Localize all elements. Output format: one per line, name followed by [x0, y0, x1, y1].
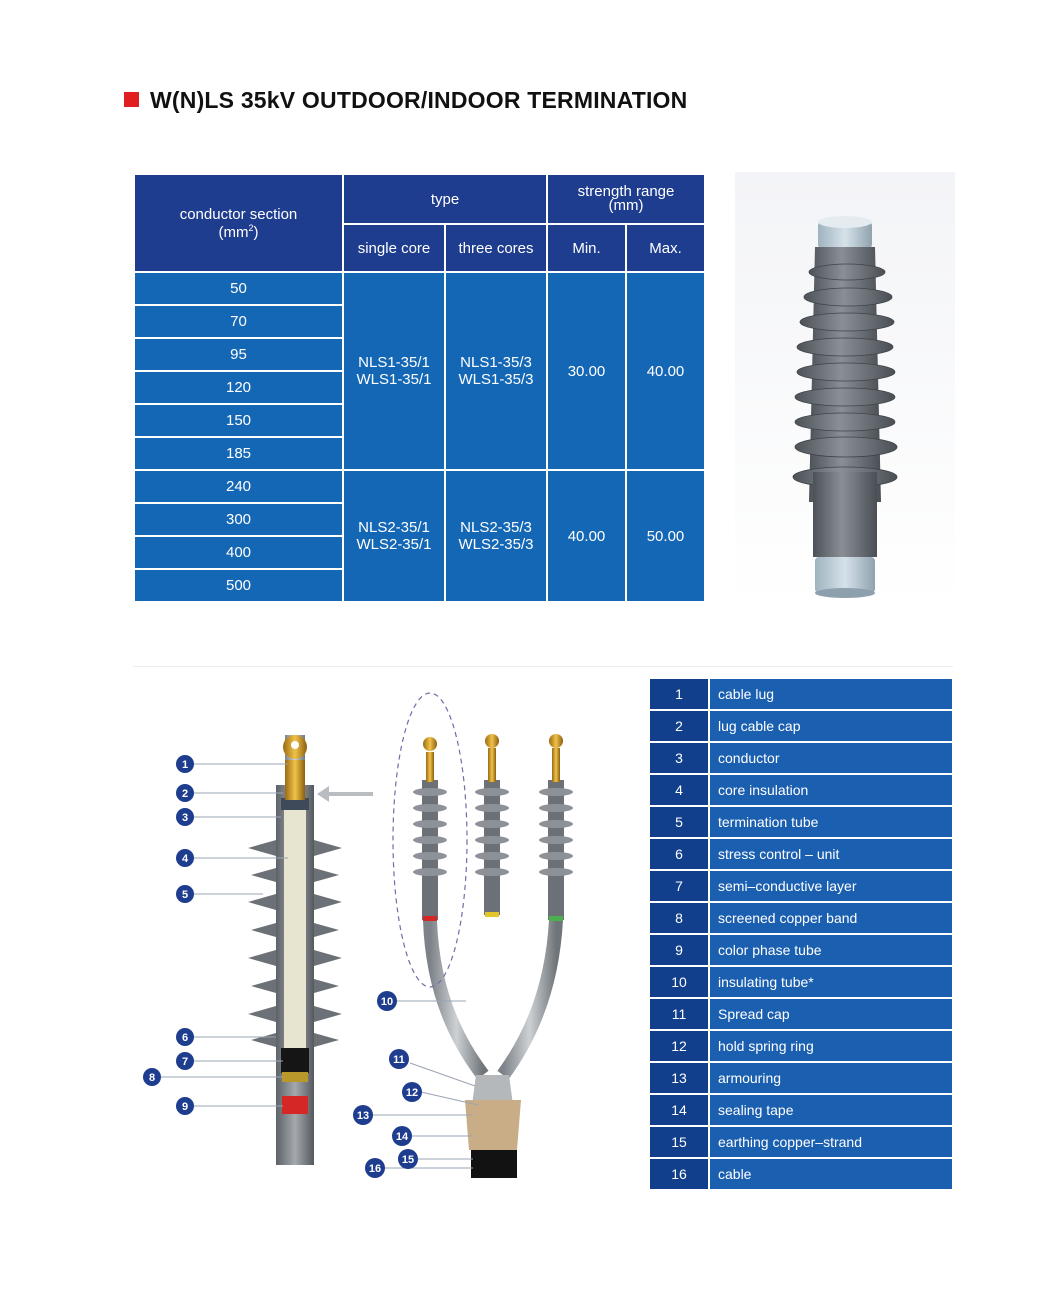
three-cores-cell — [445, 470, 547, 602]
three-cores-header: three cores — [445, 224, 547, 272]
section-cell: 150 — [134, 404, 343, 437]
part-number: 3 — [649, 742, 709, 774]
parts-row — [649, 710, 953, 742]
svg-text:1: 1 — [181, 759, 189, 771]
callout-3 — [176, 808, 194, 826]
svg-text:15: 15 — [401, 1154, 415, 1166]
section-cell: 400 — [134, 536, 343, 569]
svg-text:11: 11 — [393, 1054, 405, 1066]
callout-1 — [176, 755, 194, 773]
callout-15 — [398, 1149, 418, 1169]
section-cell: 70 — [134, 305, 343, 338]
part-name: screened copper band — [709, 902, 953, 934]
svg-text:5: 5 — [181, 889, 189, 901]
part-number: 15 — [649, 1126, 709, 1158]
part-name: sealing tape — [709, 1094, 953, 1126]
three-cores-cell — [445, 272, 547, 470]
part-number: 5 — [649, 806, 709, 838]
svg-text:12: 12 — [405, 1087, 419, 1099]
callout-7 — [176, 1052, 194, 1070]
single-core-cell — [343, 272, 445, 470]
callout-2 — [176, 784, 194, 802]
part-name: cable lug — [709, 678, 953, 710]
callout-10 — [377, 991, 397, 1011]
part-number: 12 — [649, 1030, 709, 1062]
parts-row — [649, 1030, 953, 1062]
svg-text:7: 7 — [181, 1056, 189, 1068]
part-number: 9 — [649, 934, 709, 966]
part-number: 7 — [649, 870, 709, 902]
part-number: 4 — [649, 774, 709, 806]
section-divider — [133, 666, 953, 667]
parts-row — [649, 1062, 953, 1094]
page-title: W(N)LS 35kV OUTDOOR/INDOOR TERMINATION — [150, 87, 688, 113]
parts-row — [649, 1158, 953, 1190]
part-name: cable — [709, 1158, 953, 1190]
part-name: armouring — [709, 1062, 953, 1094]
part-number: 2 — [649, 710, 709, 742]
section-cell: 95 — [134, 338, 343, 371]
model-line: WLS1-35/3 — [458, 371, 534, 388]
part-number: 6 — [649, 838, 709, 870]
spec-table — [133, 173, 706, 603]
min-cell: 30.00 — [547, 272, 626, 470]
part-number: 10 — [649, 966, 709, 998]
termination-photo-illustration — [735, 172, 955, 608]
parts-row — [649, 1126, 953, 1158]
part-number: 1 — [649, 678, 709, 710]
conductor-section-label: conductor section — [179, 205, 298, 223]
parts-row — [649, 966, 953, 998]
callout-14 — [392, 1126, 412, 1146]
part-name: conductor — [709, 742, 953, 774]
callout-8 — [143, 1068, 161, 1086]
parts-row — [649, 806, 953, 838]
section-cell: 50 — [134, 272, 343, 305]
model-line: NLS1-35/3 — [460, 354, 532, 371]
part-name: earthing copper–strand — [709, 1126, 953, 1158]
svg-text:9: 9 — [181, 1101, 189, 1113]
parts-row — [649, 1094, 953, 1126]
strength-range-label: strength range — [577, 183, 675, 200]
product-photo — [735, 172, 955, 608]
strength-range-unit: (mm) — [608, 197, 644, 214]
max-cell: 40.00 — [626, 272, 705, 470]
parts-row — [649, 902, 953, 934]
parts-row — [649, 742, 953, 774]
section-cell: 240 — [134, 470, 343, 503]
part-name: core insulation — [709, 774, 953, 806]
single-core-header: single core — [343, 224, 445, 272]
section-cell: 185 — [134, 437, 343, 470]
max-header: Max. — [626, 224, 705, 272]
part-name: stress control – unit — [709, 838, 953, 870]
part-number: 16 — [649, 1158, 709, 1190]
callout-5 — [176, 885, 194, 903]
svg-text:13: 13 — [356, 1110, 370, 1122]
part-number: 8 — [649, 902, 709, 934]
svg-text:4: 4 — [181, 853, 189, 865]
part-name: semi–conductive layer — [709, 870, 953, 902]
callout-11 — [389, 1049, 409, 1069]
strength-range-header — [547, 174, 705, 224]
part-number: 13 — [649, 1062, 709, 1094]
parts-row — [649, 678, 953, 710]
conductor-unit: $(mm^2)$ — [218, 222, 259, 241]
parts-row — [649, 774, 953, 806]
part-name: Spread cap — [709, 998, 953, 1030]
callout-12 — [402, 1082, 422, 1102]
model-line: NLS2-35/1 — [358, 519, 430, 536]
parts-row — [649, 934, 953, 966]
parts-table — [648, 677, 954, 1191]
svg-text:10: 10 — [380, 996, 394, 1008]
callout-13 — [353, 1105, 373, 1125]
part-name: termination tube — [709, 806, 953, 838]
model-line: NLS2-35/3 — [460, 519, 532, 536]
callout-9 — [176, 1097, 194, 1115]
callout-6 — [176, 1028, 194, 1046]
single-core-cell — [343, 470, 445, 602]
model-line: NLS1-35/1 — [358, 354, 430, 371]
svg-text:14: 14 — [395, 1131, 409, 1143]
svg-text:8: 8 — [148, 1072, 156, 1084]
model-line: WLS2-35/1 — [356, 536, 432, 553]
part-name: color phase tube — [709, 934, 953, 966]
max-cell: 50.00 — [626, 470, 705, 602]
parts-row — [649, 870, 953, 902]
svg-text:6: 6 — [181, 1032, 189, 1044]
diagram-canvas — [133, 680, 633, 1200]
min-cell: 40.00 — [547, 470, 626, 602]
section-cell: 120 — [134, 371, 343, 404]
three-core-termination — [393, 693, 573, 1178]
svg-text:3: 3 — [181, 812, 189, 824]
callout-4 — [176, 849, 194, 867]
svg-text:16: 16 — [368, 1163, 382, 1175]
model-line: WLS1-35/1 — [356, 371, 432, 388]
min-header: Min. — [547, 224, 626, 272]
section-cell: 300 — [134, 503, 343, 536]
parts-row — [649, 838, 953, 870]
svg-text:2: 2 — [181, 788, 189, 800]
parts-row — [649, 998, 953, 1030]
callout-16 — [365, 1158, 385, 1178]
model-line: WLS2-35/3 — [458, 536, 534, 553]
conductor-section-header — [134, 174, 343, 272]
part-name: insulating tube* — [709, 966, 953, 998]
title-marker — [124, 92, 139, 107]
termination-diagram — [133, 680, 633, 1200]
part-number: 11 — [649, 998, 709, 1030]
part-number: 14 — [649, 1094, 709, 1126]
part-name: lug cable cap — [709, 710, 953, 742]
section-cell: 500 — [134, 569, 343, 602]
type-header: type — [343, 174, 547, 224]
part-name: hold spring ring — [709, 1030, 953, 1062]
